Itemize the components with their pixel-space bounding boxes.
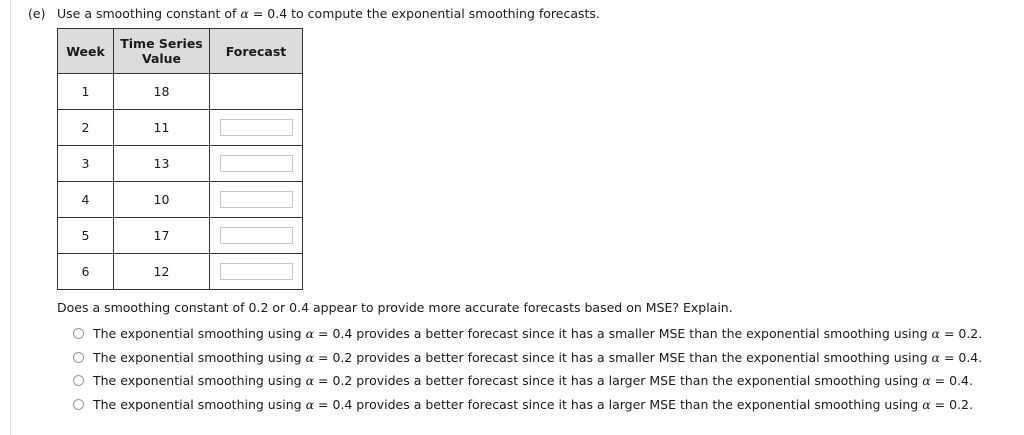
header-value-line2: Value: [141, 51, 182, 66]
choice-text-pre: The exponential smoothing using: [93, 349, 302, 365]
value-cell: 18: [114, 74, 210, 110]
header-time-series-value: [114, 29, 210, 74]
alpha-symbol: α: [305, 349, 315, 365]
alpha-symbol: α: [305, 396, 315, 412]
week-cell: 5: [58, 218, 114, 254]
radio-button[interactable]: [73, 375, 84, 386]
choice-text-post: = 0.2.: [934, 396, 973, 412]
week-cell: 1: [58, 74, 114, 110]
alpha-symbol: α: [931, 326, 940, 342]
header-forecast: Forecast: [210, 29, 303, 74]
alpha-symbol: α: [305, 373, 315, 389]
part-header: [28, 6, 600, 21]
choice-4[interactable]: [73, 393, 982, 417]
alpha-symbol: α: [240, 6, 249, 21]
choice-text-pre: The exponential smoothing using: [93, 396, 302, 412]
left-border: [10, 0, 11, 435]
forecast-cell: [210, 182, 303, 218]
instruction-pre: Use a smoothing constant of: [57, 6, 237, 21]
table-row: [58, 218, 303, 254]
alpha-symbol: α: [922, 396, 931, 412]
table-row: [58, 146, 303, 182]
question-text: Does a smoothing constant of 0.2 or 0.4 appear to provide more accurate forecasts based on MSE? Explain.: [57, 300, 733, 315]
radio-button[interactable]: [73, 328, 84, 339]
radio-button[interactable]: [73, 399, 84, 410]
forecast-cell: [210, 218, 303, 254]
week-cell: 3: [58, 146, 114, 182]
alpha-symbol: α: [931, 349, 940, 365]
forecast-input-week-6[interactable]: [220, 263, 293, 280]
header-value-line1: Time Series: [120, 36, 203, 51]
header-week: Week: [58, 29, 114, 74]
choice-text-pre: The exponential smoothing using: [93, 373, 302, 389]
forecast-input-week-4[interactable]: [220, 191, 293, 208]
value-cell: 11: [114, 110, 210, 146]
choice-3[interactable]: [73, 369, 982, 393]
choice-2[interactable]: [73, 346, 982, 370]
part-label: (e): [28, 6, 46, 21]
radio-button[interactable]: [73, 352, 84, 363]
value-cell: 12: [114, 254, 210, 290]
choice-text-post: = 0.2.: [943, 326, 983, 342]
forecast-cell: [210, 254, 303, 290]
week-cell: 6: [58, 254, 114, 290]
table-header-row: [58, 29, 303, 74]
choice-text: [93, 350, 982, 365]
value-cell: 13: [114, 146, 210, 182]
table-row: [58, 110, 303, 146]
forecast-cell: [210, 110, 303, 146]
forecast-input-week-5[interactable]: [220, 227, 293, 244]
choice-text-mid: = 0.4 provides a better forecast since it has a smaller MSE than the exponential smoothing using: [318, 326, 928, 342]
choice-text-mid: = 0.4 provides a better forecast since it has a larger MSE than the exponential smoothing using: [318, 396, 919, 412]
instruction-post: = 0.4 to compute the exponential smoothing forecasts.: [252, 6, 600, 21]
week-cell: 2: [58, 110, 114, 146]
choice-text-mid: = 0.2 provides a better forecast since it has a smaller MSE than the exponential smoothing using: [318, 349, 928, 365]
week-cell: 4: [58, 182, 114, 218]
choice-text-pre: The exponential smoothing using: [93, 326, 302, 342]
choice-text: [93, 373, 973, 388]
choice-1[interactable]: [73, 322, 982, 346]
forecast-input-week-2[interactable]: [220, 119, 293, 136]
alpha-symbol: α: [922, 373, 931, 389]
forecast-input-week-3[interactable]: [220, 155, 293, 172]
choice-text: [93, 397, 973, 412]
forecast-table: [57, 28, 303, 290]
choice-text: [93, 326, 982, 341]
value-cell: 10: [114, 182, 210, 218]
value-cell: 17: [114, 218, 210, 254]
alpha-symbol: α: [305, 326, 315, 342]
table-row: [58, 254, 303, 290]
choice-text-post: = 0.4.: [934, 373, 973, 389]
forecast-cell: [210, 146, 303, 182]
forecast-cell: [210, 74, 303, 110]
choice-text-mid: = 0.2 provides a better forecast since it has a larger MSE than the exponential smoothing using: [318, 373, 919, 389]
choice-text-post: = 0.4.: [943, 349, 983, 365]
table-row: [58, 182, 303, 218]
answer-choices: [73, 322, 982, 416]
table-row: [58, 74, 303, 110]
